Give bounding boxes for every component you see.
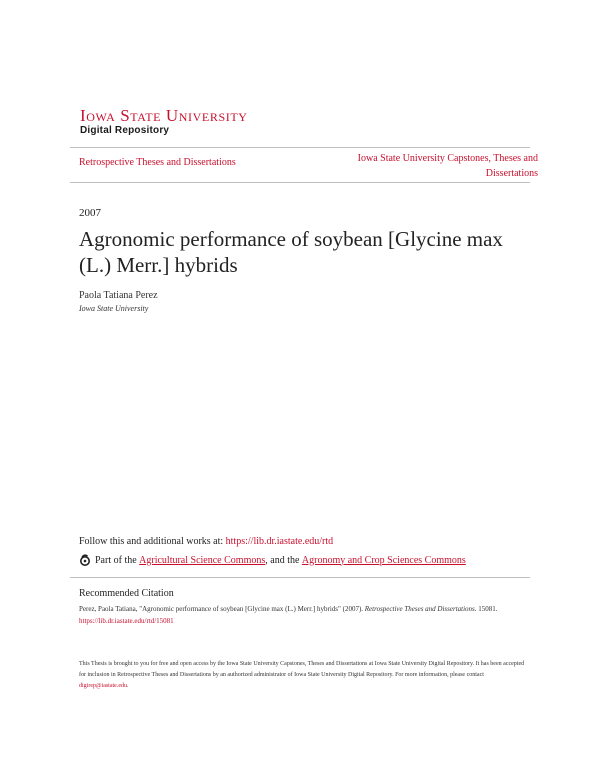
- university-logo-title: Iowa State University: [80, 106, 248, 125]
- part-of-prefix: Part of the: [95, 554, 137, 566]
- contact-email-link[interactable]: digirep@iastate.edu: [79, 683, 128, 689]
- citation-number: . 15081.: [474, 605, 498, 613]
- document-title: Agronomic performance of soybean [Glycine max (L.) Merr.] hybrids: [79, 227, 503, 277]
- citation-text: Perez, Paola Tatiana, "Agronomic performance of soybean [Glycine max (L.) Merr.] hybrids" (2007).: [79, 605, 364, 613]
- publication-year: 2007: [79, 207, 101, 219]
- commons-link-agronomy[interactable]: Agronomy and Crop Sciences Commons: [301, 554, 466, 566]
- part-of-middle: , and the: [265, 554, 300, 566]
- access-statement-end: .: [127, 683, 129, 689]
- citation-divider: [70, 577, 530, 578]
- access-statement: [79, 659, 529, 692]
- header-divider-top: [70, 147, 530, 148]
- author-affiliation: Iowa State University: [79, 304, 149, 313]
- follow-url-link[interactable]: https://lib.dr.iastate.edu/rtd: [225, 536, 334, 547]
- follow-text: Follow this and additional works at:: [79, 536, 224, 547]
- collection-link-right[interactable]: Iowa State University Capstones, Theses and Dissertations: [357, 153, 538, 179]
- citation-block: [79, 603, 529, 627]
- open-access-icon: [79, 554, 91, 566]
- part-of-line: [79, 554, 466, 566]
- collection-link-left[interactable]: Retrospective Theses and Dissertations: [79, 157, 236, 168]
- author-name: Paola Tatiana Perez: [79, 290, 158, 301]
- citation-series: Retrospective Theses and Dissertations: [364, 605, 475, 613]
- commons-link-agricultural-science[interactable]: Agricultural Science Commons: [139, 554, 266, 566]
- access-statement-text: This Thesis is brought to you for free and open access by the Iowa State University Capstones, Theses and Dissertations at Iowa State University Digital Repository. It has been accepted for inclusion in Retrospective Theses and Dissertations by an authorized administrator of Iowa State University Digital Repository. For more information, please contact: [79, 661, 525, 678]
- digital-repository-label: Digital Repository: [80, 125, 170, 136]
- citation-url-link[interactable]: https://lib.dr.iastate.edu/rtd/15081: [79, 617, 174, 625]
- follow-line: [79, 536, 333, 547]
- header-divider-bottom: [70, 182, 530, 183]
- recommended-citation-heading: Recommended Citation: [79, 588, 174, 599]
